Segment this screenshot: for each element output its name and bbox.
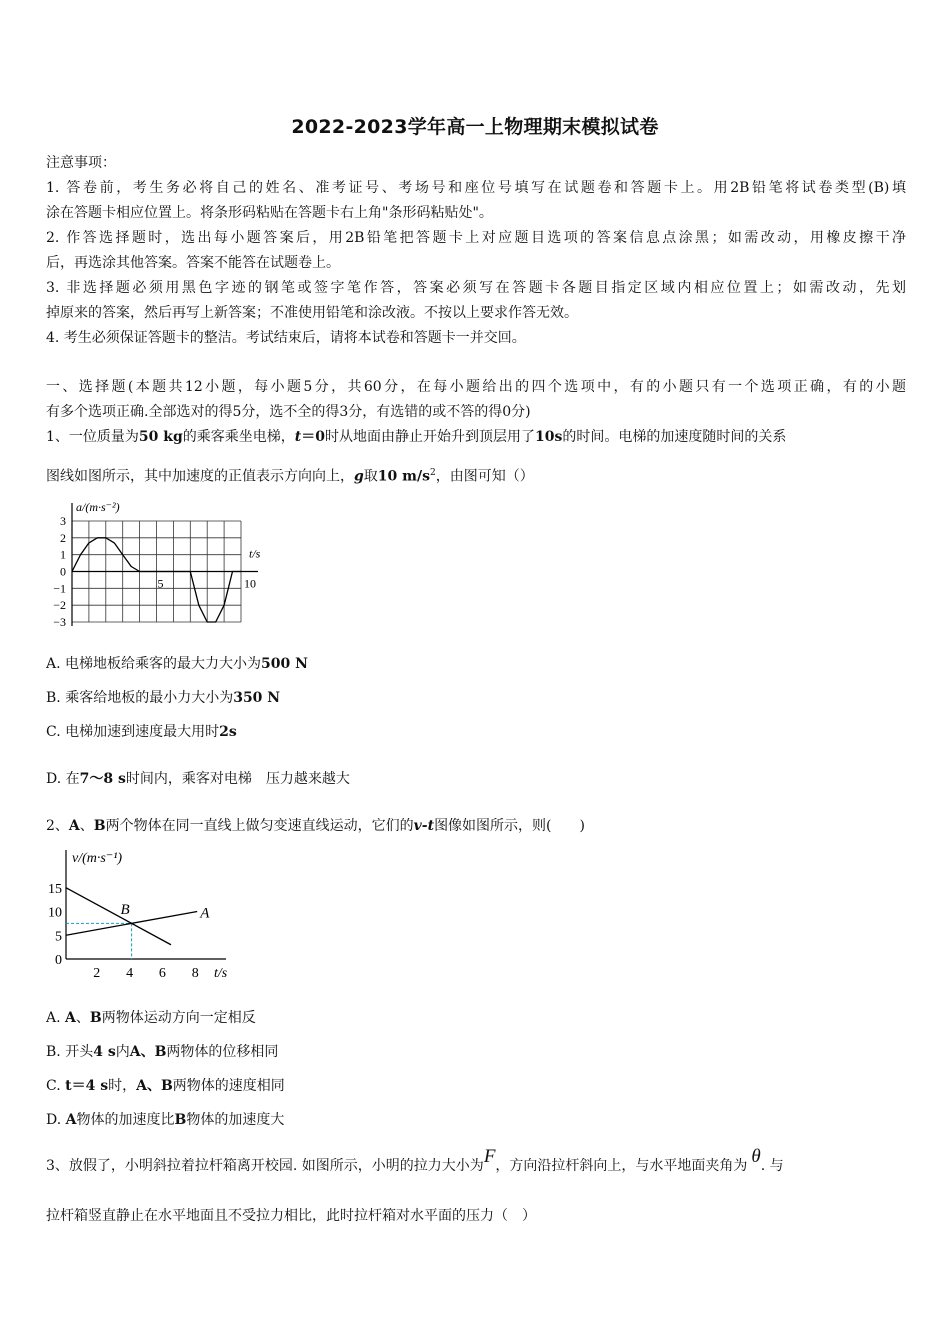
notice-line-3: 2. 作答选择题时，选出每小题答案后，用2B铅笔把答题卡上对应题目选项的答案信息点涂黑；如需改动，用橡皮擦干净 — [46, 230, 906, 246]
velocity-time-chart — [46, 842, 246, 980]
q1-option-d[interactable]: D. 在7～8 s时间内，乘客对电梯 压力越来越大 — [46, 771, 350, 787]
q2-option-d[interactable]: D. A物体的加速度比B物体的加速度大 — [46, 1112, 285, 1128]
x-tick-label: 10 — [244, 576, 256, 591]
series-label-b: B — [120, 901, 130, 918]
notice-line-7: 4. 考生必须保证答题卡的整洁。考试结束后，请将本试卷和答题卡一并交回。 — [46, 330, 526, 346]
y-tick-label: 0 — [55, 953, 62, 968]
y-tick-label: 1 — [60, 547, 66, 562]
q1-option-a[interactable]: A. 电梯地板给乘客的最大力大小为500 N — [46, 656, 308, 672]
y-axis-label: a/(m·s⁻²) — [76, 500, 120, 514]
x-tick-label: 8 — [191, 966, 199, 980]
y-tick-label: 3 — [60, 514, 66, 528]
q1-option-c[interactable]: C. 电梯加速到速度最大用时2s — [46, 724, 237, 740]
y-axis-label: v/(m·s⁻¹) — [72, 851, 123, 866]
x-tick-label: 2 — [93, 966, 101, 980]
section1-line-2: 有多个选项正确.全部选对的得5分，选不全的得3分，有选错的或不答的得0分) — [46, 404, 531, 420]
q2-stem: 2、A、B两个物体在同一直线上做匀变速直线运动，它们的v-t图像如图所示，则( ) — [46, 818, 585, 834]
x-tick-label: 5 — [157, 576, 164, 591]
y-tick-label: −3 — [53, 615, 66, 629]
y-tick-label: −1 — [53, 581, 66, 596]
page-title: 2022-2023学年高一上物理期末模拟试卷 — [291, 116, 659, 138]
section1-line-1: 一、选择题(本题共12小题，每小题5分，共60分，在每小题给出的四个选项中，有的小题只有一个选项正确，有的小题 — [46, 379, 906, 395]
q1-option-b[interactable]: B. 乘客给地板的最小力大小为350 N — [46, 690, 281, 706]
q2-option-b[interactable]: B. 开头4 s内A、B两物体的位移相同 — [46, 1044, 279, 1060]
x-axis-label: t/s — [249, 546, 261, 561]
q1-stem-line-1: 1、一位质量为50 kg的乘客乘坐电梯，t＝0时从地面由静止开始升到顶层用了10s的时间。电梯的加速度随时间的关系 — [46, 429, 787, 445]
y-tick-label: 5 — [55, 929, 62, 945]
y-tick-label: 10 — [48, 905, 62, 921]
x-tick-label: 6 — [158, 966, 166, 980]
notice-line-2: 涂在答题卡相应位置上。将条形码粘贴在答题卡右上角"条形码粘贴处"。 — [46, 205, 493, 221]
x-axis-label: t/s — [214, 966, 228, 980]
y-tick-label: 2 — [60, 530, 66, 545]
q1-stem-line-2: 图线如图所示，其中加速度的正值表示方向向上，g取10 $m/s^2$，由图可知（） — [46, 468, 534, 485]
notice-line-6: 掉原来的答案，然后再写上新答案；不准使用铅笔和涂改液。不按以上要求作答无效。 — [46, 305, 578, 321]
acceleration-time-chart — [46, 495, 276, 635]
y-tick-label: 15 — [48, 881, 62, 897]
y-tick-label: −2 — [53, 598, 66, 613]
notice-line-1: 1. 答卷前，考生务必将自己的姓名、准考证号、考场号和座位号填写在试题卷和答题卡上。用2B铅笔将试卷类型(B)填 — [46, 180, 906, 196]
series-label-a: A — [200, 905, 210, 922]
q2-option-c[interactable]: C. t＝4 s时，A、B两物体的速度相同 — [46, 1078, 285, 1094]
q3-stem-line-1: 3、放假了，小明斜拉着拉杆箱离开校园. 如图所示，小明的拉力大小为F，方向沿拉杆斜向上，与水平地面夹角为 θ. 与 — [46, 1146, 784, 1174]
series-line-b — [66, 888, 171, 945]
x-tick-label: 4 — [126, 966, 134, 980]
q2-option-a[interactable]: A. A、B两物体运动方向一定相反 — [46, 1010, 256, 1026]
notice-heading: 注意事项： — [46, 155, 116, 171]
notice-line-4: 后，再选涂其他答案。答案不能答在试题卷上。 — [46, 255, 340, 271]
notice-line-5: 3. 非选择题必须用黑色字迹的钢笔或签字笔作答，答案必须写在答题卡各题目指定区域内相应位置上；如需改动，先划 — [46, 280, 906, 296]
q3-stem-line-2: 拉杆箱竖直静止在水平地面且不受拉力相比，此时拉杆箱对水平面的压力（ ） — [46, 1208, 536, 1224]
y-tick-label: 0 — [60, 564, 66, 579]
